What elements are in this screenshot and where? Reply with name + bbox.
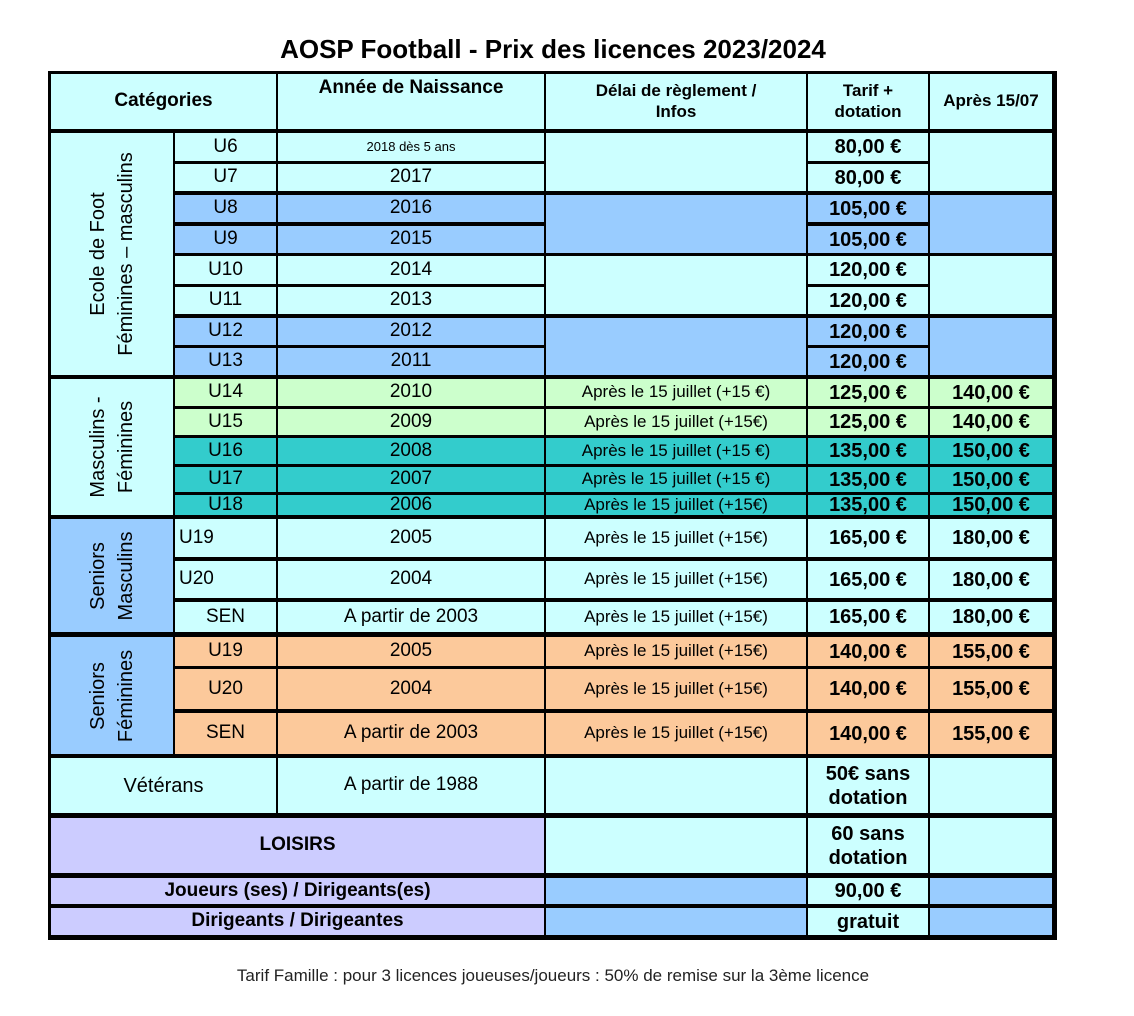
cell-text: U20 (208, 677, 243, 699)
cell-text: 140,00 € (952, 411, 1030, 433)
info-cell (546, 438, 806, 464)
after-price-cell (930, 637, 1052, 666)
birth-year-cell (278, 287, 544, 314)
price-cell (808, 318, 928, 345)
category-cell (175, 348, 276, 375)
cell-text: 125,00 € (829, 411, 907, 433)
cell-text: Joueurs (ses) / Dirigeants(es) (164, 879, 431, 901)
price-cell (808, 164, 928, 191)
info-cell (546, 637, 806, 666)
group-ecole-de-foot (51, 133, 173, 375)
cell-text: Féminines – masculins (115, 152, 137, 356)
cell-text: Vétérans (123, 774, 204, 797)
cell-text: 105,00 € (829, 197, 907, 220)
category-cell (175, 438, 276, 464)
two-line-text (826, 762, 911, 810)
cell-text: U7 (213, 166, 238, 188)
after-price-cell (930, 713, 1052, 754)
cell-text: Après 15/07 (943, 91, 1039, 111)
after-cell-empty (930, 318, 1052, 375)
birth-year-cell (278, 226, 544, 253)
category-cell (175, 561, 276, 598)
cell-text: U8 (213, 197, 238, 219)
cell-text: 2005 (389, 526, 433, 548)
after-price-cell (930, 409, 1052, 435)
cell-text: LOISIRS (259, 834, 336, 856)
info-cell-empty (546, 195, 806, 253)
cell-text: 155,00 € (952, 640, 1030, 663)
loisirs-after-empty (930, 818, 1052, 873)
cell-text: U17 (208, 468, 243, 490)
birth-year-cell (278, 669, 544, 709)
category-cell (175, 379, 276, 406)
birth-year-cell (278, 256, 544, 284)
group-masculins-feminines (51, 379, 173, 515)
cell-text: 2007 (389, 468, 433, 490)
cell-text: Après le 15 juillet (+15 €) (581, 382, 771, 402)
category-cell (175, 467, 276, 492)
cell-text: A partir de 2003 (343, 605, 479, 627)
info-cell (546, 561, 806, 598)
price-cell (808, 409, 928, 435)
veterans-price (808, 758, 928, 813)
cell-text: U19 (208, 640, 243, 662)
info-cell-empty (546, 256, 806, 314)
cell-text: Après le 15 juillet (+15€) (584, 641, 768, 661)
joueurs-info-empty (546, 878, 806, 904)
cell-text: Dirigeants / Dirigeantes (191, 910, 404, 932)
family-discount-note: Tarif Famille : pour 3 licences joueuses/joueurs : 50% de remise sur la 3ème licence (236, 966, 870, 985)
after-price-cell (930, 669, 1052, 709)
group-seniors-feminines (51, 637, 173, 754)
birth-year-cell (278, 637, 544, 666)
cell-text: 165,00 € (829, 568, 907, 591)
cell-text: Masculins (115, 531, 137, 620)
category-cell (175, 133, 276, 161)
after-price-cell (930, 379, 1052, 406)
cell-text: dotation (828, 786, 908, 809)
price-cell (808, 495, 928, 515)
joueurs-dirigeants-label (51, 878, 544, 904)
cell-text: Après le 15 juillet (+15 €) (581, 440, 771, 460)
two-line-text (834, 81, 901, 122)
category-cell (175, 519, 276, 557)
info-cell (546, 409, 806, 435)
dirigeants-after-empty (930, 908, 1052, 935)
price-cell (808, 379, 928, 406)
price-cell (808, 256, 928, 284)
category-cell (175, 256, 276, 284)
dirigeants-label (51, 908, 544, 935)
info-cell (546, 669, 806, 709)
cell-text: U10 (208, 258, 243, 280)
cell-text: 2013 (389, 289, 433, 311)
header-birth-year (278, 74, 544, 129)
two-line-text (829, 822, 908, 870)
cell-text: 2004 (389, 677, 433, 699)
after-cell-empty (930, 133, 1052, 191)
cell-text: U20 (179, 568, 214, 590)
birth-year-cell (278, 348, 544, 375)
cell-text: Seniors (87, 541, 109, 610)
birth-year-cell (278, 438, 544, 464)
cell-text: 140,00 € (829, 678, 907, 700)
group-seniors-masculins (51, 519, 173, 632)
cell-text: 120,00 € (829, 289, 907, 312)
cell-text: U12 (208, 320, 243, 342)
category-cell (175, 495, 276, 515)
category-cell (175, 602, 276, 632)
page-title: AOSP Football - Prix des licences 2023/2024 (280, 34, 826, 64)
cell-text: gratuit (836, 910, 900, 933)
price-cell (808, 519, 928, 557)
price-cell (808, 195, 928, 222)
cell-text: 140,00 € (829, 722, 907, 745)
cell-text: U16 (208, 439, 243, 461)
cell-text: U11 (208, 289, 243, 311)
cell-text: 120,00 € (829, 259, 907, 281)
cell-text: 180,00 € (952, 568, 1030, 591)
header-tarif (808, 74, 928, 129)
info-cell (546, 379, 806, 406)
cell-text: Seniors (87, 661, 109, 730)
cell-text: 120,00 € (829, 350, 907, 373)
cell-text: 165,00 € (829, 527, 907, 549)
cell-text: U19 (179, 526, 214, 548)
cell-text: 2017 (389, 166, 433, 188)
cell-text: 150,00 € (952, 440, 1030, 462)
price-cell (808, 637, 928, 666)
price-cell (808, 348, 928, 375)
header-categories (51, 74, 276, 129)
cell-text: Année de Naissance (318, 77, 504, 98)
category-cell (175, 195, 276, 222)
cell-text: 2011 (390, 350, 432, 372)
joueurs-price (808, 878, 928, 904)
cell-text: 105,00 € (829, 228, 907, 251)
loisirs-info-empty (546, 818, 806, 873)
cell-text: SEN (205, 722, 246, 744)
cell-text: Après le 15 juillet (+15€) (584, 678, 768, 698)
birth-year-cell (278, 164, 544, 191)
cell-text: 2015 (389, 228, 433, 250)
cell-text: A partir de 1988 (343, 774, 479, 796)
category-cell (175, 637, 276, 666)
after-price-cell (930, 602, 1052, 632)
birth-year-cell (278, 519, 544, 557)
cell-text: 60 sans (831, 822, 905, 845)
price-cell (808, 713, 928, 754)
after-price-cell (930, 519, 1052, 557)
birth-year-cell (278, 467, 544, 492)
cell-text: dotation (834, 101, 902, 121)
info-cell (546, 713, 806, 754)
cell-text: U18 (208, 495, 243, 515)
cell-text: Après le 15 juillet (+15€) (584, 495, 768, 514)
dirigeants-price (808, 908, 928, 935)
cell-text: Féminines (115, 400, 137, 494)
price-cell (808, 561, 928, 598)
loisirs-price (808, 818, 928, 873)
category-cell (175, 409, 276, 435)
cell-text: 135,00 € (829, 468, 907, 491)
category-cell (175, 164, 276, 191)
cell-text: 155,00 € (952, 678, 1030, 700)
after-price-cell (930, 561, 1052, 598)
cell-text: 2018 dès 5 ans (366, 139, 456, 155)
two-line-text (596, 81, 757, 122)
cell-text: 135,00 € (829, 440, 907, 462)
cell-text: 150,00 € (952, 495, 1030, 515)
cell-text: 125,00 € (829, 381, 907, 404)
cell-text: 50€ sans (825, 762, 911, 785)
cell-text: SEN (205, 605, 246, 627)
birth-year-cell (278, 195, 544, 222)
category-cell (175, 669, 276, 709)
cell-text: Catégories (114, 90, 213, 112)
cell-text: 2012 (389, 320, 433, 342)
rotated-group-label (84, 152, 140, 355)
cell-text: U14 (208, 381, 243, 403)
cell-text: 135,00 € (829, 495, 907, 515)
birth-year-cell (278, 713, 544, 754)
cell-text: 2008 (389, 439, 433, 461)
price-cell (808, 438, 928, 464)
birth-year-cell (278, 495, 544, 515)
veterans-label (51, 758, 276, 813)
veterans-after-empty (930, 758, 1052, 813)
header-delay-info (546, 74, 806, 129)
birth-year-cell (278, 379, 544, 406)
info-cell (546, 602, 806, 632)
cell-text: U15 (208, 410, 243, 432)
cell-text: U9 (213, 228, 238, 250)
info-cell (546, 467, 806, 492)
cell-text: A partir de 2003 (343, 722, 479, 744)
cell-text: 2010 (389, 381, 433, 403)
rotated-group-label (84, 649, 140, 741)
cell-text: Après le 15 juillet (+15€) (584, 569, 768, 589)
birth-year-cell (278, 133, 544, 161)
cell-text: 2014 (389, 258, 433, 280)
cell-text: Après le 15 juillet (+15€) (584, 411, 768, 431)
birth-year-cell (278, 561, 544, 598)
joueurs-after-empty (930, 878, 1052, 904)
birth-year-cell (278, 602, 544, 632)
veterans-year (278, 758, 544, 813)
cell-text: 2006 (389, 495, 433, 515)
cell-text: 180,00 € (952, 527, 1030, 549)
cell-text: Ecole de Foot (87, 192, 109, 316)
cell-text: 2009 (389, 410, 433, 432)
cell-text: 2005 (389, 640, 433, 662)
cell-text: 140,00 € (829, 640, 907, 663)
veterans-info-empty (546, 758, 806, 813)
cell-text: U6 (213, 135, 238, 157)
cell-text: Tarif + (842, 81, 894, 101)
cell-text: 90,00 € (834, 880, 902, 902)
cell-text: 2016 (389, 197, 433, 219)
cell-text: 120,00 € (829, 320, 907, 343)
after-cell-empty (930, 195, 1052, 253)
cell-text: 80,00 € (834, 166, 902, 189)
cell-text: 2004 (389, 568, 433, 590)
info-cell-empty (546, 133, 806, 191)
category-cell (175, 318, 276, 345)
price-cell (808, 133, 928, 161)
cell-text: Masculins - (87, 396, 109, 498)
dirigeants-info-empty (546, 908, 806, 935)
price-cell (808, 602, 928, 632)
cell-text: 165,00 € (829, 606, 907, 628)
cell-text: 180,00 € (952, 606, 1030, 628)
birth-year-cell (278, 318, 544, 345)
after-price-cell (930, 438, 1052, 464)
cell-text: Après le 15 juillet (+15 €) (581, 469, 771, 489)
cell-text: Infos (655, 101, 697, 121)
rotated-group-label (84, 396, 140, 497)
cell-text: U13 (208, 350, 243, 372)
info-cell (546, 519, 806, 557)
cell-text: Après le 15 juillet (+15€) (584, 527, 768, 547)
cell-text: Féminines (115, 649, 137, 742)
loisirs-label (51, 818, 544, 873)
info-cell (546, 495, 806, 515)
cell-text: Après le 15 juillet (+15€) (584, 723, 768, 743)
cell-text: 140,00 € (952, 381, 1030, 404)
cell-text: 150,00 € (952, 468, 1030, 491)
after-price-cell (930, 495, 1052, 515)
price-cell (808, 669, 928, 709)
category-cell (175, 226, 276, 253)
price-cell (808, 467, 928, 492)
category-cell (175, 287, 276, 314)
category-cell (175, 713, 276, 754)
tariff-table (48, 71, 1057, 940)
cell-text: dotation (828, 846, 908, 869)
cell-text: 80,00 € (834, 136, 902, 158)
cell-text: 155,00 € (952, 722, 1030, 745)
after-price-cell (930, 467, 1052, 492)
birth-year-cell (278, 409, 544, 435)
cell-text: Délai de règlement / (595, 81, 757, 101)
after-cell-empty (930, 256, 1052, 314)
header-after (930, 74, 1052, 129)
cell-text: Après le 15 juillet (+15€) (584, 606, 768, 626)
price-cell (808, 226, 928, 253)
rotated-group-label (84, 531, 140, 620)
info-cell-empty (546, 318, 806, 375)
price-cell (808, 287, 928, 314)
